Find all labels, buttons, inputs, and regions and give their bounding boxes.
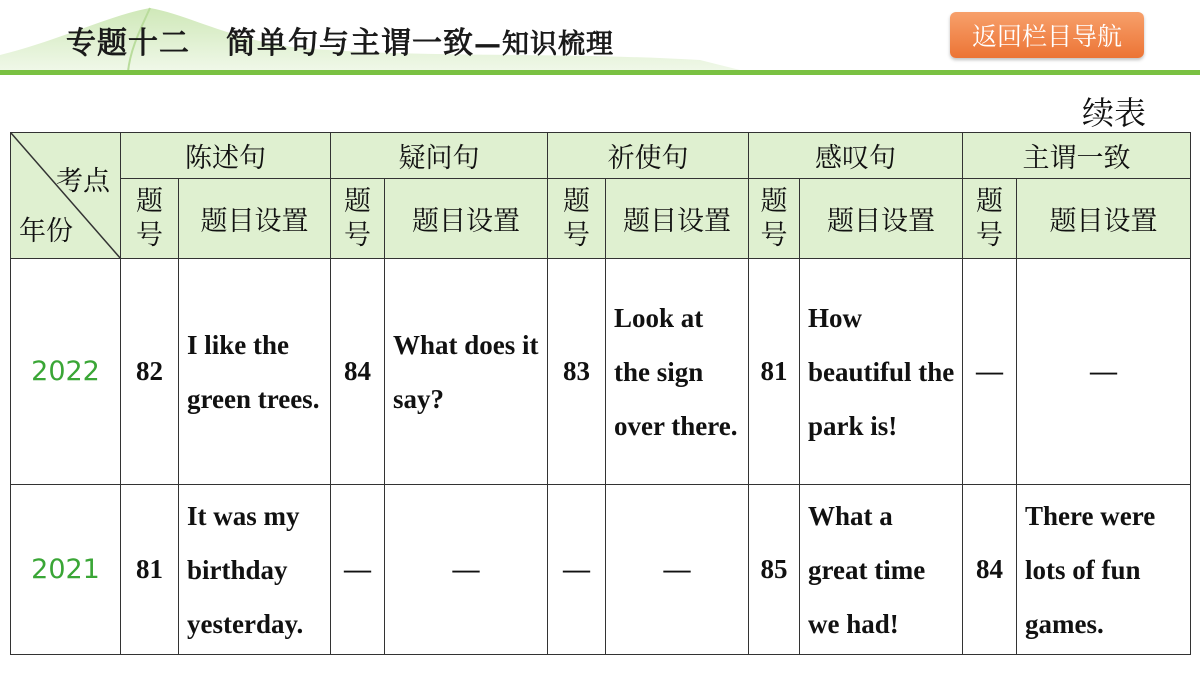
category-header: 主谓一致 <box>963 133 1191 179</box>
question-setting: How beautiful the park is! <box>800 259 963 485</box>
column-header-number <box>963 179 1017 259</box>
back-to-navigation-button[interactable]: 返回栏目导航 <box>950 12 1144 58</box>
column-header-setting: 题目设置 <box>800 179 963 259</box>
number-header-text: 题号 <box>136 185 163 251</box>
question-number: 83 <box>548 259 606 485</box>
corner-label-topic: 考点 <box>56 166 110 197</box>
category-header: 陈述句 <box>121 133 331 179</box>
topic-label: 专题十二 <box>66 26 190 61</box>
number-header-text: 题号 <box>976 185 1003 251</box>
question-setting: — <box>606 485 749 655</box>
section-name: —知识梳理 <box>474 29 614 60</box>
number-header-text: 题号 <box>344 185 371 251</box>
category-header: 祈使句 <box>548 133 749 179</box>
knowledge-table <box>10 132 1191 655</box>
question-setting: What does it say? <box>385 259 548 485</box>
question-number: — <box>331 485 385 655</box>
question-number: 81 <box>749 259 800 485</box>
category-header: 疑问句 <box>331 133 548 179</box>
question-number: 84 <box>963 485 1017 655</box>
question-setting: What a great time we had! <box>800 485 963 655</box>
column-header-number <box>331 179 385 259</box>
corner-label-year: 年份 <box>19 216 73 247</box>
question-setting: — <box>1017 259 1191 485</box>
question-setting: There were lots of fun games. <box>1017 485 1191 655</box>
slide-title <box>66 18 614 62</box>
question-number: 85 <box>749 485 800 655</box>
question-number: 81 <box>121 485 179 655</box>
question-setting: Look at the sign over there. <box>606 259 749 485</box>
question-setting: It was my birthday yesterday. <box>179 485 331 655</box>
column-header-number <box>749 179 800 259</box>
column-header-setting: 题目设置 <box>606 179 749 259</box>
header-divider <box>0 70 1200 75</box>
slide-header <box>0 0 1200 80</box>
question-number: — <box>548 485 606 655</box>
question-number: 82 <box>121 259 179 485</box>
table-corner-cell <box>11 133 121 259</box>
table-row <box>11 485 1191 655</box>
question-number: 84 <box>331 259 385 485</box>
column-header-setting: 题目设置 <box>385 179 548 259</box>
column-header-number <box>121 179 179 259</box>
number-header-text: 题号 <box>563 185 590 251</box>
year-cell: 2021 <box>11 485 121 655</box>
column-header-number <box>548 179 606 259</box>
category-header: 感叹句 <box>749 133 963 179</box>
table-row <box>11 259 1191 485</box>
continued-table-label: 续表 <box>1081 94 1146 132</box>
question-setting: — <box>385 485 548 655</box>
number-header-text: 题号 <box>760 185 788 251</box>
year-cell: 2022 <box>11 259 121 485</box>
question-number: — <box>963 259 1017 485</box>
column-header-setting: 题目设置 <box>179 179 331 259</box>
question-setting: I like the green trees. <box>179 259 331 485</box>
topic-name: 简单句与主谓一致 <box>226 26 474 61</box>
column-header-setting: 题目设置 <box>1017 179 1191 259</box>
